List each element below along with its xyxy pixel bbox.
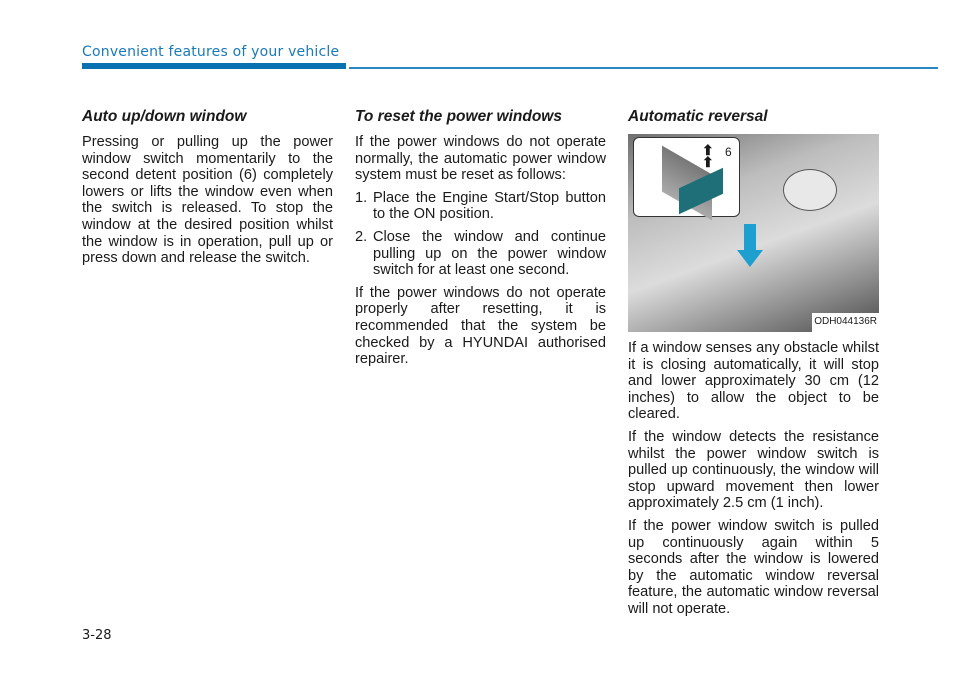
heading-reset: To reset the power windows [355,108,562,125]
header-bar [82,63,346,69]
header-rule [349,67,938,69]
window-reversal-illustration [628,134,879,332]
step-text: Close the window and continue pulling up on the power window switch for at least one second. [373,228,606,279]
step-number: 2. [355,228,368,245]
paragraph: If the power windows do not operate properly after resetting, it is recommended that the system be checked by a HYUNDAI authorised repairer. [355,284,606,368]
paragraph: Pressing or pulling up the power window switch momentarily to the second detent position (6) completely lowers or lifts the window even when the switch is released. To stop the window at the desired position whilst the window is in operation, pull up or press down and release the switch. [82,134,333,267]
page-number: 3-28 [82,628,112,643]
section-title: Convenient features of your vehicle [82,44,340,60]
step-number: 1. [355,189,368,206]
callout-label: 6 [725,145,732,159]
paragraph: If the power window switch is pulled up continuously again within 5 seconds after the window is lowered by the automatic window reversal feature, the automatic window reversal will not operate. [628,517,879,617]
column-reversal [628,107,879,624]
paragraph: If a window senses any obstacle whilst it is closing automatically, it will stop and lower approximately 30 cm (12 inches) to allow the object to be cleared. [628,340,879,423]
column-auto-updown [82,107,333,273]
teddy-bear-icon [783,169,837,211]
paragraph: If the window detects the resistance whilst the power window switch is pulled up continuously, the window will stop upward movement then lower approximately 2.5 cm (1 inch). [628,428,879,512]
step-text: Place the Engine Start/Stop button to the ON position. [373,189,606,223]
heading-reversal: Automatic reversal [628,108,768,125]
pull-up-arrows-icon: ⬆ ⬆ [702,142,714,170]
step-item [355,190,606,223]
step-item [355,229,606,279]
paragraph: If the power windows do not operate normally, the automatic power window system must be reset as follows: [355,134,606,184]
figure-code: ODH044136R [812,313,879,332]
heading-auto-updown: Auto up/down window [82,108,247,125]
switch-inset [633,137,740,217]
column-reset [355,107,606,374]
